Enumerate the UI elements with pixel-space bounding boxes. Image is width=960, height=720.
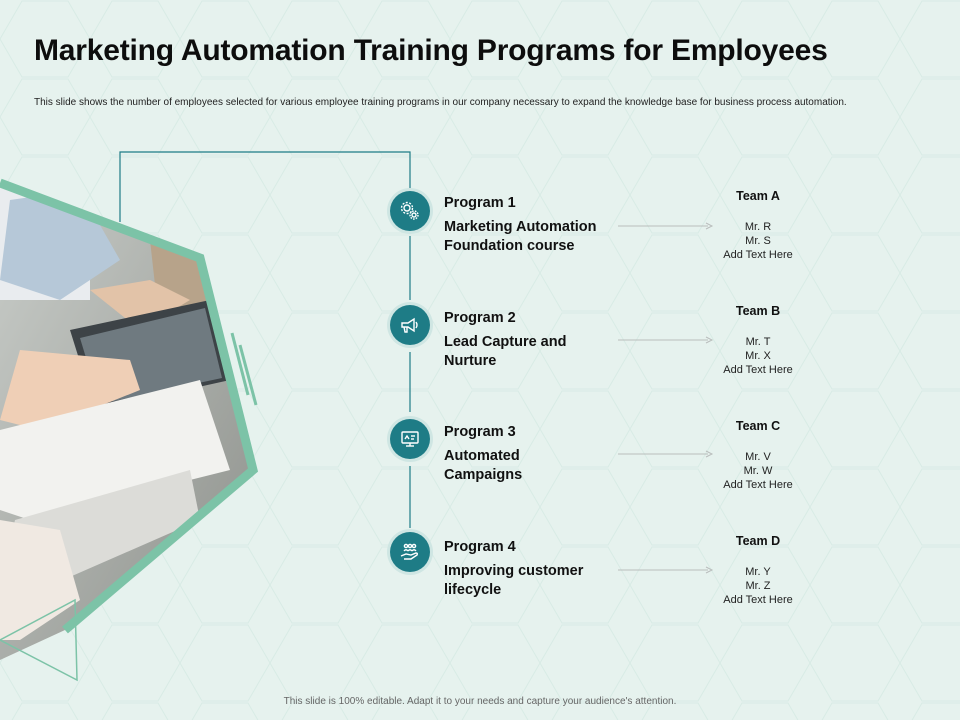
program-description: lifecycle: [444, 582, 502, 598]
campaign-screen-icon: [390, 419, 430, 459]
team-member: Add Text Here: [723, 479, 793, 491]
program-description: Marketing Automation: [444, 219, 597, 235]
team-member: Mr. Z: [745, 580, 771, 592]
footer-note: This slide is 100% editable. Adapt it to your needs and capture your audience's attention.: [283, 696, 677, 707]
program-2: [444, 310, 624, 371]
program-number: Program 3: [444, 424, 516, 440]
team-member: Mr. W: [743, 465, 773, 477]
team-name: Team C: [735, 419, 781, 433]
megaphone-icon: [390, 305, 430, 345]
customer-hand-icon: [390, 532, 430, 572]
program-description: Campaigns: [444, 467, 523, 483]
team-c: [700, 419, 816, 492]
team-member: Add Text Here: [723, 364, 793, 376]
team-member: Mr. V: [745, 451, 771, 463]
program-description: Nurture: [444, 353, 497, 369]
program-description: Improving customer: [444, 563, 584, 579]
program-number: Program 2: [444, 310, 516, 326]
team-member: Add Text Here: [723, 594, 793, 606]
program-description: Lead Capture and: [444, 334, 567, 350]
team-member: Mr. S: [745, 235, 771, 247]
team-name: Team D: [735, 534, 781, 548]
team-member: Mr. R: [744, 221, 772, 233]
page-subtitle: This slide shows the number of employees selected for various employee training programs in our company necessary to expand the knowledge base for business process automation.: [34, 97, 847, 108]
page-title: Marketing Automation Training Programs for Employees: [34, 34, 828, 67]
program-1: [444, 195, 624, 256]
program-number: Program 1: [444, 195, 516, 211]
team-member: Mr. Y: [745, 566, 771, 578]
program-description: Foundation course: [444, 238, 575, 254]
team-member: Mr. T: [745, 336, 771, 348]
program-description: Automated: [444, 448, 520, 464]
team-name: Team B: [735, 304, 781, 318]
team-member: Add Text Here: [723, 249, 793, 261]
team-d: [700, 534, 816, 607]
program-number: Program 4: [444, 539, 516, 555]
program-3: [444, 424, 624, 485]
team-member: Mr. X: [745, 350, 771, 362]
gears-icon: [390, 191, 430, 231]
program-4: [444, 539, 624, 600]
team-b: [700, 304, 816, 377]
team-name: Team A: [736, 189, 780, 203]
team-a: [700, 189, 816, 262]
